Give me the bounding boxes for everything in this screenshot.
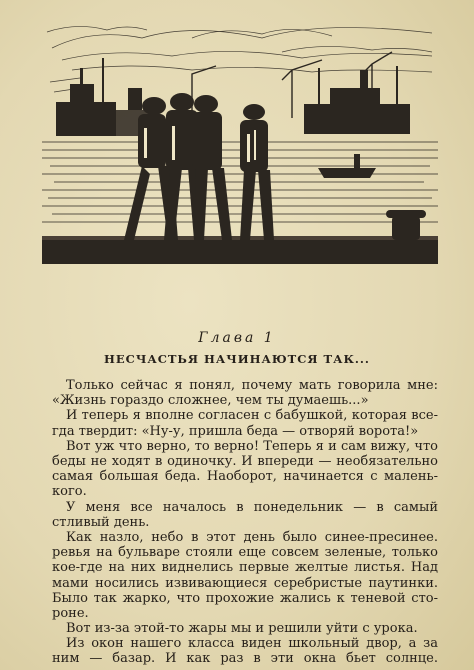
text-line: гда твердит: «Ну-у, пришла беда — отворяй ворота!» [52,423,419,439]
text-line: беды не ходят в одиночку. И впереди — необязательно [52,453,438,469]
text-line: кого. [52,484,87,500]
paragraph [52,500,438,530]
paragraph [52,530,438,621]
text-line: И теперь я вполне согласен с бабушкой, которая все- [66,408,438,424]
paragraph [52,439,438,500]
paragraph [52,408,438,438]
paragraph [52,621,438,636]
text-line: мами носились извивающиеся серебристые паутинки. [52,575,438,591]
text-line: Вот из-за этой-то жары мы и решили уйти с урока. [66,621,418,637]
text-line: «Жизнь гораздо сложнее, чем ты думаешь...» [52,393,369,409]
chapter-body-text [52,378,438,667]
text-line: стливый день. [52,514,150,530]
text-line: Было так жарко, что прохожие жались к теневой сто- [52,590,438,606]
text-line: роне. [52,605,89,621]
text-line: ревья на бульваре стояли еще совсем зеленые, только [52,545,438,561]
text-line: ним — базар. И как раз в эти окна бьет солнце. [52,651,438,667]
paragraph [52,378,438,408]
text-line: Только сейчас я понял, почему мать говорила мне: [66,378,438,393]
text-line: самая большая беда. Наоборот, начинается с малень- [52,469,438,485]
text-line: кое-где на них виднелись первые желтые листья. Над [52,560,438,576]
text-line: Как назло, небо в этот день было синее-пресинее. [66,529,438,545]
harbor-illustration [42,18,438,264]
chapter-number: Глава 1 [198,330,276,346]
text-line: Из окон нашего класса виден школьный двор, а за [66,636,438,652]
text-line: Вот уж что верно, то верно! Теперь я и сам вижу, что [66,438,438,454]
chapter-title: НЕСЧАСТЬЯ НАЧИНАЮТСЯ ТАК... [104,352,370,366]
paragraph [52,636,438,666]
text-line: У меня все началось в понедельник — в самый [66,499,438,515]
